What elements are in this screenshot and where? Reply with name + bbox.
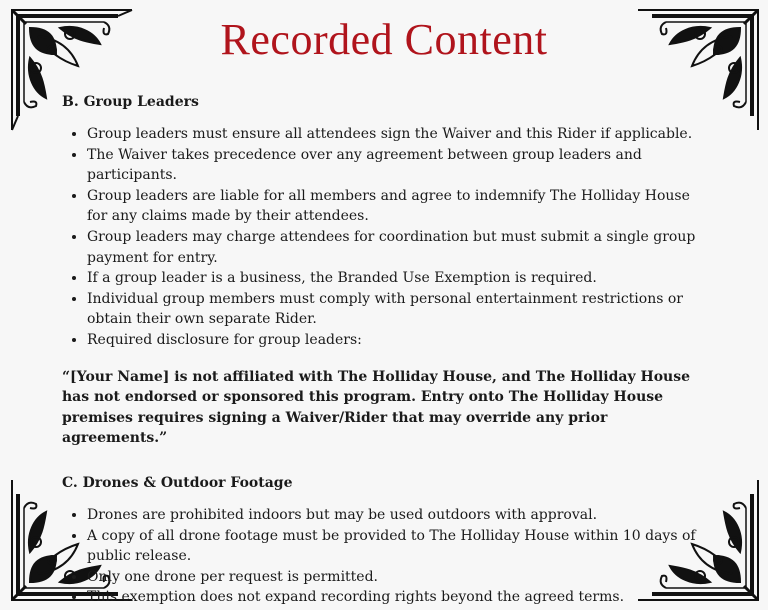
list-item: • Individual group members must comply with personal entertainment restrictions or obtain their own separate Rider.: [87, 289, 712, 330]
section-b-list: [62, 124, 712, 351]
disclosure-statement: “[Your Name] is not affiliated with The Holliday House, and The Holliday House has not endorsed or sponsored this program. Entry onto The Holliday House premises requires signing a Waiver/Rider that may override any prior agreements.”: [62, 368, 691, 447]
list-item: • A copy of all drone footage must be provided to The Holliday House within 10 days of public release.: [87, 526, 712, 567]
list-item: • This exemption does not expand recording rights beyond the agreed terms.: [87, 587, 712, 608]
list-item: • Group leaders must ensure all attendees sign the Waiver and this Rider if applicable.: [87, 124, 712, 145]
list-item: • Group leaders may charge attendees for coordination but must submit a single group payment for entry.: [87, 227, 712, 268]
document-body: [62, 92, 712, 608]
section-b-heading: B. Group Leaders: [62, 94, 199, 110]
list-item: • Drones are prohibited indoors but may be used outdoors with approval.: [87, 505, 712, 526]
list-item: • The Waiver takes precedence over any agreement between group leaders and participants.: [87, 145, 712, 186]
page-title: Recorded Content: [220, 15, 548, 64]
list-item: • Group leaders are liable for all members and agree to indemnify The Holliday House for any claims made by their attendees.: [87, 186, 712, 227]
list-item: • Required disclosure for group leaders:: [87, 330, 712, 351]
section-c-list: [62, 505, 712, 608]
list-item: • Only one drone per request is permitted.: [87, 567, 712, 588]
section-c-heading: C. Drones & Outdoor Footage: [62, 474, 293, 491]
list-item: • If a group leader is a business, the Branded Use Exemption is required.: [87, 268, 712, 289]
